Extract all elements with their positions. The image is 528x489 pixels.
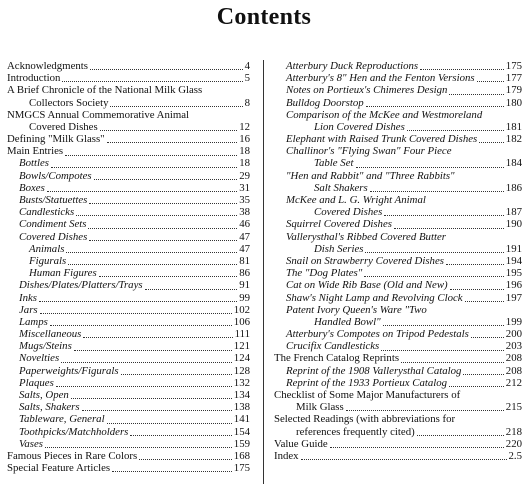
toc-entry-page: 128 [233,364,250,377]
dot-leader [100,129,238,131]
toc-entry-page: 195 [505,267,522,280]
dot-leader [139,458,232,460]
dot-leader [457,179,520,180]
toc-entry-title: Acknowledgments [7,59,88,72]
dot-leader [346,409,504,411]
dot-leader [112,470,232,472]
toc-entry [274,72,522,84]
toc-entry [7,304,250,316]
toc-entry-page: 2.5 [508,449,522,462]
toc-entry-page: 38 [239,206,250,219]
dot-leader [384,214,504,216]
toc-entry-title: Paperweights/Figurals [19,364,119,377]
dot-leader [370,190,504,192]
dot-leader [145,288,238,290]
toc-entry [274,97,522,109]
page-title: Contents [216,4,312,30]
toc-entry [7,413,250,425]
toc-entry-title: Lion Covered Dishes [314,120,405,133]
toc-entry-page: 175 [233,462,250,475]
toc-entry-title: Tableware, General [19,413,105,426]
toc-entry-title: Animals [29,242,65,255]
toc-entry-title: Candlesticks [19,206,75,219]
toc-entry-title: Bowls/Compotes [19,169,92,182]
toc-entry-title: Mugs/Steins [19,340,72,353]
toc-entry-page: 8 [244,96,250,109]
toc-entry-title: Defining "Milk Glass" [7,133,105,146]
toc-entry-title: Notes on Portieux's Chimeres Design [286,84,448,97]
toc-entry [7,218,250,230]
dot-leader [56,385,232,387]
toc-entry-title: Atterbury Duck Reproductions [286,59,419,72]
toc-entry [7,109,250,121]
toc-entry-title: Covered Dishes [314,206,383,219]
toc-entry-page: 18 [239,157,250,170]
toc-entry-title: Crucifix Candlesticks [286,340,380,353]
toc-entry [7,97,250,109]
toc-entry [274,279,522,291]
toc-entry [7,133,250,145]
dot-leader [71,397,232,399]
toc-entry-page: 187 [505,206,522,219]
dot-leader [99,275,238,277]
toc-entry-title: Atterbury's 8" Hen and the Fenton Versions [286,72,475,85]
toc-entry-title: Collectors Society [29,96,109,109]
toc-entry-title: Index [274,449,299,462]
toc-entry [7,243,250,255]
toc-entry [7,316,250,328]
toc-entry-page: 212 [505,376,522,389]
toc-entry [7,365,250,377]
toc-entry [7,462,250,474]
dot-leader [68,263,237,265]
toc-entry [274,413,522,425]
toc-entry [274,121,522,133]
dot-leader [83,336,232,338]
dot-leader [479,141,504,143]
toc-entry-page: 35 [239,194,250,207]
toc-entry [274,365,522,377]
toc-entry-page: 168 [233,449,250,462]
toc-entry-title: Challinor's "Flying Swan" Four Piece [286,145,452,158]
dot-leader [191,118,248,119]
dot-leader [130,434,231,436]
toc-entry-page: 194 [505,254,522,267]
toc-entry-page: 196 [505,279,522,292]
toc-entry-page: 102 [233,303,250,316]
toc-entry-page: 31 [239,181,250,194]
toc-entry-page: 191 [505,242,522,255]
toc-entry-title: Lamps [19,315,48,328]
toc-entry [7,255,250,267]
dot-leader [454,155,520,156]
toc-entry-page: 46 [239,218,250,231]
toc-entry-page: 47 [239,242,250,255]
dot-leader [417,434,504,436]
toc-entry-page: 47 [239,230,250,243]
toc-entry-page: 132 [233,376,250,389]
toc-entry [274,255,522,267]
toc-entry [7,328,250,340]
toc-entry [7,145,250,157]
toc-entry-title: McKee and L. G. Wright Animal [286,194,426,207]
toc-entry-title: Inks [19,291,37,304]
toc-entry [274,438,522,450]
toc-entry-title: Main Entries [7,145,64,158]
toc-entry-page: 134 [233,389,250,402]
toc-entry-title: Reprint of the 1933 Portieux Catalog [286,376,448,389]
toc-entry-page: 81 [239,254,250,267]
toc-entry [7,231,250,243]
toc-entry [7,389,250,401]
dot-leader [301,458,507,460]
toc-entry-title: The French Catalog Reprints [274,352,400,365]
toc-entry-title: Introduction [7,72,61,85]
toc-entry [7,279,250,291]
toc-entry-title: Snail on Strawberry Covered Dishes [286,254,444,267]
toc-entry-page: 199 [505,315,522,328]
toc-entry [274,340,522,352]
dot-leader [89,202,237,204]
dot-leader [65,154,237,156]
dot-leader [74,349,232,351]
toc-entry [274,450,522,462]
toc-entry-page: 106 [233,315,250,328]
toc-entry-page: 4 [244,59,250,72]
toc-entry [7,267,250,279]
toc-entry-title: Checklist of Some Major Manufacturers of [274,389,461,402]
dot-leader [88,227,237,229]
toc-entry [7,182,250,194]
dot-leader [47,190,237,192]
toc-entry-title: Value Guide [274,437,328,450]
toc-entry-page: 181 [505,120,522,133]
toc-entry-title: Vallerysthal's Ribbed Covered Butter [286,230,446,243]
toc-entry-page: 91 [239,279,250,292]
toc-entry-title: Atterbury's Compotes on Tripod Pedestals [286,328,469,341]
toc-entry [7,340,250,352]
dot-leader [428,203,520,204]
dot-leader [450,288,504,290]
toc-entry-page: 141 [233,413,250,426]
toc-entry-page: 180 [505,96,522,109]
toc-entry-title: Figurals [29,254,67,267]
dot-leader [446,263,504,265]
dot-leader [61,361,232,363]
toc-entry-title: Table Set [314,157,354,170]
toc-entry-page: 179 [505,84,522,97]
toc-entry-page: 175 [505,59,522,72]
dot-leader [94,178,238,180]
toc-entry [274,426,522,438]
toc-entry-title: "Hen and Rabbit" and "Three Rabbits" [286,169,455,182]
toc-entry [7,401,250,413]
dot-leader [50,324,232,326]
toc-entry [274,133,522,145]
toc-entry-title: Human Figures [29,267,97,280]
toc-entry [274,218,522,230]
toc-entry [274,231,522,243]
dot-leader [45,446,232,448]
toc-entry [7,72,250,84]
dot-leader [462,398,520,399]
toc-entry [274,109,522,121]
toc-entry-title: Comparison of the McKee and Westmoreland [286,108,483,121]
toc-entry [7,60,250,72]
dot-leader [429,313,520,314]
toc-entry [274,316,522,328]
toc-entry [274,377,522,389]
toc-entry-title: Cat on Wide Rib Base (Old and New) [286,279,448,292]
dot-leader [89,239,237,241]
toc-entry-page: 86 [239,267,250,280]
toc-entry [7,158,250,170]
toc-entry [7,438,250,450]
toc-entry-page: 121 [233,340,250,353]
toc-entry [7,121,250,133]
toc-entry-title: NMGCS Annual Commemorative Animal [7,108,190,121]
toc-entry [274,206,522,218]
dot-leader [40,312,232,314]
toc-entry-page: 29 [239,169,250,182]
toc-entry-title: Bulldog Doorstop [286,96,364,109]
toc-entry-page: 16 [239,133,250,146]
toc-entry [7,450,250,462]
toc-entry-title: Special Feature Articles [7,462,111,475]
dot-leader [484,118,520,119]
toc-entry-title: Salt Shakers [314,181,368,194]
toc-entry [274,292,522,304]
dot-leader [366,105,504,107]
column-divider [263,60,264,484]
dot-leader [107,422,232,424]
dot-leader [51,166,237,168]
toc-entry-title: Miscellaneous [19,328,82,341]
dot-leader [381,349,504,351]
dot-leader [394,227,504,229]
dot-leader [448,240,520,241]
toc-entry-title: Jars [19,303,38,316]
toc-entry-title: Salts, Shakers [19,401,80,414]
toc-entry-page: 215 [505,401,522,414]
dot-leader [463,373,503,375]
toc-entry [274,243,522,255]
toc-entry [7,426,250,438]
toc-entry-title: Toothpicks/Matchholders [19,425,129,438]
dot-leader [383,324,504,326]
toc-entry-page: 159 [233,437,250,450]
toc-entry-page: 5 [244,72,250,85]
toc-entry-title: Busts/Statuettes [19,194,88,207]
toc-entry-title: Dish Series [314,242,364,255]
toc-entry-page: 190 [505,218,522,231]
dot-leader [82,409,232,411]
dot-leader [364,275,504,277]
dot-leader [449,93,503,95]
dot-leader [110,105,242,107]
toc-column-right [274,60,522,462]
dot-leader [471,336,504,338]
toc-entry [274,304,522,316]
toc-entry [7,292,250,304]
toc-entry [7,206,250,218]
toc-entry-title: Condiment Sets [19,218,87,231]
toc-entry-title: Milk Glass [296,401,344,414]
toc-entry-title: Salts, Open [19,389,69,402]
toc-entry-title: Dishes/Plates/Platters/Trays [19,279,143,292]
toc-entry-page: 124 [233,352,250,365]
toc-entry [7,84,250,96]
toc-entry-title: A Brief Chronicle of the National Milk Glass [7,84,203,97]
toc-entry-page: 220 [505,437,522,450]
toc-entry-title: Novelties [19,352,60,365]
toc-entry-title: Covered Dishes [19,230,88,243]
dot-leader [477,80,504,82]
toc-entry [274,170,522,182]
toc-entry-page: 197 [505,291,522,304]
toc-column-left [7,60,250,474]
toc-entry-page: 182 [505,133,522,146]
toc-entry [7,353,250,365]
dot-leader [457,423,520,424]
toc-entry [274,194,522,206]
toc-entry-title: Covered Dishes [29,120,98,133]
toc-entry [274,145,522,157]
toc-entry-page: 184 [505,157,522,170]
toc-entry-title: Squirrel Covered Dishes [286,218,392,231]
dot-leader [62,80,242,82]
toc-entry [274,158,522,170]
toc-entry-page: 208 [505,364,522,377]
toc-entry-title: Reprint of the 1908 Vallerysthal Catalog [286,364,462,377]
toc-entry-title: references frequently cited) [296,425,415,438]
toc-entry-page: 18 [239,145,250,158]
toc-entry-page: 208 [505,352,522,365]
toc-entry [274,401,522,413]
dot-leader [401,361,504,363]
dot-leader [449,385,504,387]
toc-entry [274,267,522,279]
toc-entry-title: Handled Bowl" [314,315,381,328]
toc-entry-title: Bottles [19,157,49,170]
toc-entry-title: Plaques [19,376,54,389]
dot-leader [407,129,504,131]
dot-leader [66,251,237,253]
toc-entry-page: 218 [505,425,522,438]
dot-leader [356,166,504,168]
toc-entry-title: Vases [19,437,43,450]
toc-entry-page: 200 [505,328,522,341]
toc-entry [7,170,250,182]
toc-entry-title: Shaw's Night Lamp and Revolving Clock [286,291,463,304]
toc-entry-title: Patent Ivory Queen's Ware "Two [286,303,427,316]
toc-entry-title: Selected Readings (with abbreviations for [274,413,456,426]
dot-leader [76,214,237,216]
dot-leader [121,373,232,375]
dot-leader [39,300,237,302]
toc-entry [274,328,522,340]
toc-entry [274,389,522,401]
dot-leader [330,446,504,448]
toc-entry [274,60,522,72]
toc-entry-page: 99 [239,291,250,304]
toc-entry [274,353,522,365]
toc-entry-page: 154 [233,425,250,438]
toc-entry-page: 138 [233,401,250,414]
toc-entry-title: Famous Pieces in Rare Colors [7,449,138,462]
dot-leader [465,300,504,302]
toc-entry-page: 203 [505,340,522,353]
dot-leader [90,68,243,70]
dot-leader [107,141,238,143]
toc-entry [7,377,250,389]
toc-entry-page: 186 [505,181,522,194]
toc-entry-title: Elephant with Raised Trunk Covered Dishes [286,133,478,146]
toc-entry-page: 111 [234,328,250,341]
toc-entry-title: Boxes [19,181,45,194]
toc-entry [274,84,522,96]
dot-leader [365,251,503,253]
toc-entry [7,194,250,206]
toc-entry-page: 12 [239,120,250,133]
dot-leader [204,94,248,95]
toc-entry-title: The "Dog Plates" [286,267,363,280]
dot-leader [420,68,504,70]
toc-entry-page: 177 [505,72,522,85]
toc-entry [274,182,522,194]
